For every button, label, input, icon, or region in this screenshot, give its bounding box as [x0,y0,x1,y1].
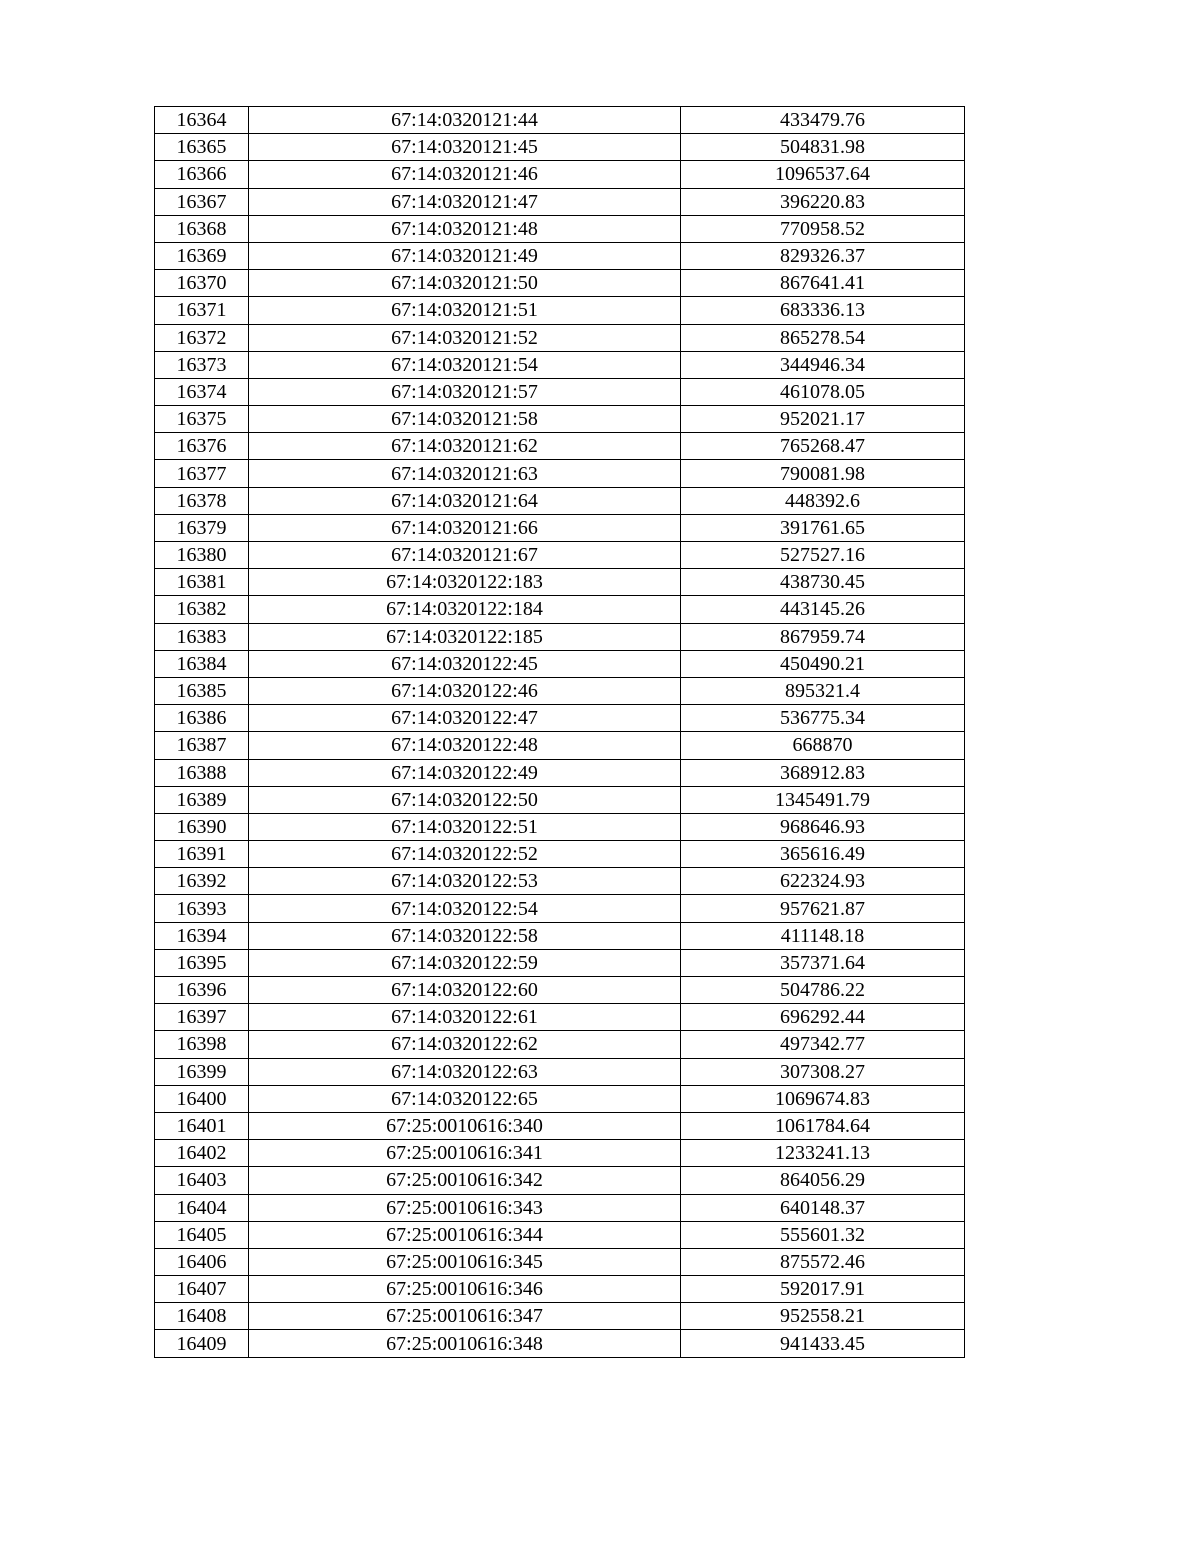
value-cell: 865278.54 [681,324,965,351]
row-number-cell: 16379 [155,514,249,541]
row-number-cell: 16380 [155,542,249,569]
cadastral-number-cell: 67:14:0320121:64 [249,487,681,514]
table-row [155,460,965,487]
cadastral-number-cell: 67:14:0320122:58 [249,922,681,949]
row-number-cell: 16396 [155,977,249,1004]
row-number-cell: 16385 [155,677,249,704]
table-row [155,215,965,242]
value-cell: 1096537.64 [681,161,965,188]
value-cell: 696292.44 [681,1004,965,1031]
value-cell: 968646.93 [681,813,965,840]
row-number-cell: 16388 [155,759,249,786]
value-cell: 864056.29 [681,1167,965,1194]
row-number-cell: 16378 [155,487,249,514]
row-number-cell: 16397 [155,1004,249,1031]
cadastral-number-cell: 67:14:0320122:184 [249,596,681,623]
row-number-cell: 16394 [155,922,249,949]
value-cell: 683336.13 [681,297,965,324]
cadastral-number-cell: 67:14:0320121:45 [249,134,681,161]
value-cell: 497342.77 [681,1031,965,1058]
cadastral-number-cell: 67:14:0320122:185 [249,623,681,650]
value-cell: 357371.64 [681,949,965,976]
cadastral-number-cell: 67:25:0010616:345 [249,1248,681,1275]
cadastral-number-cell: 67:14:0320121:47 [249,188,681,215]
row-number-cell: 16381 [155,569,249,596]
row-number-cell: 16402 [155,1140,249,1167]
cadastral-number-cell: 67:14:0320122:183 [249,569,681,596]
table-row [155,188,965,215]
cadastral-number-cell: 67:14:0320121:50 [249,270,681,297]
value-cell: 450490.21 [681,650,965,677]
cadastral-number-cell: 67:14:0320121:63 [249,460,681,487]
row-number-cell: 16400 [155,1085,249,1112]
cadastral-number-cell: 67:25:0010616:344 [249,1221,681,1248]
cadastral-number-cell: 67:25:0010616:343 [249,1194,681,1221]
table-row [155,841,965,868]
row-number-cell: 16384 [155,650,249,677]
value-cell: 770958.52 [681,215,965,242]
table-row [155,1194,965,1221]
cadastral-number-cell: 67:14:0320122:65 [249,1085,681,1112]
table-row [155,242,965,269]
row-number-cell: 16366 [155,161,249,188]
value-cell: 1233241.13 [681,1140,965,1167]
value-cell: 411148.18 [681,922,965,949]
value-cell: 957621.87 [681,895,965,922]
value-cell: 829326.37 [681,242,965,269]
value-cell: 555601.32 [681,1221,965,1248]
value-cell: 396220.83 [681,188,965,215]
table-row [155,1140,965,1167]
table-row [155,1330,965,1357]
table-row [155,895,965,922]
table-row [155,949,965,976]
value-cell: 504831.98 [681,134,965,161]
row-number-cell: 16395 [155,949,249,976]
value-cell: 952021.17 [681,406,965,433]
table-row [155,406,965,433]
value-cell: 433479.76 [681,107,965,134]
value-cell: 875572.46 [681,1248,965,1275]
value-cell: 365616.49 [681,841,965,868]
cadastral-number-cell: 67:14:0320121:44 [249,107,681,134]
cadastral-number-cell: 67:14:0320121:58 [249,406,681,433]
cadastral-number-cell: 67:25:0010616:340 [249,1112,681,1139]
row-number-cell: 16406 [155,1248,249,1275]
row-number-cell: 16371 [155,297,249,324]
cadastral-number-cell: 67:14:0320121:49 [249,242,681,269]
value-cell: 438730.45 [681,569,965,596]
table-row [155,1248,965,1275]
row-number-cell: 16409 [155,1330,249,1357]
value-cell: 622324.93 [681,868,965,895]
row-number-cell: 16365 [155,134,249,161]
value-cell: 895321.4 [681,677,965,704]
cadastral-number-cell: 67:14:0320122:48 [249,732,681,759]
row-number-cell: 16398 [155,1031,249,1058]
table-row [155,297,965,324]
value-cell: 640148.37 [681,1194,965,1221]
cadastral-number-cell: 67:14:0320121:46 [249,161,681,188]
value-cell: 1069674.83 [681,1085,965,1112]
value-cell: 790081.98 [681,460,965,487]
table-row [155,1112,965,1139]
cadastral-number-cell: 67:14:0320121:52 [249,324,681,351]
cadastral-number-cell: 67:14:0320122:45 [249,650,681,677]
table-row [155,868,965,895]
value-cell: 1061784.64 [681,1112,965,1139]
cadastral-number-cell: 67:25:0010616:346 [249,1276,681,1303]
cadastral-number-cell: 67:14:0320122:61 [249,1004,681,1031]
cadastral-number-cell: 67:25:0010616:342 [249,1167,681,1194]
cadastral-number-cell: 67:14:0320122:50 [249,786,681,813]
table-row [155,650,965,677]
table-row [155,596,965,623]
cadastral-number-cell: 67:25:0010616:341 [249,1140,681,1167]
cadastral-number-cell: 67:14:0320122:59 [249,949,681,976]
row-number-cell: 16369 [155,242,249,269]
row-number-cell: 16389 [155,786,249,813]
value-cell: 461078.05 [681,378,965,405]
value-cell: 391761.65 [681,514,965,541]
cadastral-number-cell: 67:14:0320121:54 [249,351,681,378]
table-row [155,1167,965,1194]
table-row [155,677,965,704]
cadastral-number-cell: 67:14:0320122:46 [249,677,681,704]
cadastral-number-cell: 67:14:0320122:53 [249,868,681,895]
cadastral-number-cell: 67:14:0320121:57 [249,378,681,405]
row-number-cell: 16407 [155,1276,249,1303]
row-number-cell: 16368 [155,215,249,242]
value-cell: 765268.47 [681,433,965,460]
cadastral-number-cell: 67:14:0320122:49 [249,759,681,786]
table-row [155,1085,965,1112]
row-number-cell: 16401 [155,1112,249,1139]
table-row [155,542,965,569]
table-row [155,134,965,161]
table-row [155,732,965,759]
cadastral-number-cell: 67:14:0320122:47 [249,705,681,732]
table-row [155,705,965,732]
table-row [155,514,965,541]
value-cell: 668870 [681,732,965,759]
cadastral-number-cell: 67:14:0320121:48 [249,215,681,242]
value-cell: 443145.26 [681,596,965,623]
row-number-cell: 16376 [155,433,249,460]
table-row [155,786,965,813]
table-row [155,1303,965,1330]
cadastral-number-cell: 67:25:0010616:347 [249,1303,681,1330]
table-row [155,569,965,596]
cadastral-number-cell: 67:14:0320122:63 [249,1058,681,1085]
value-cell: 344946.34 [681,351,965,378]
table-row [155,378,965,405]
value-cell: 307308.27 [681,1058,965,1085]
table-row [155,107,965,134]
row-number-cell: 16390 [155,813,249,840]
value-cell: 592017.91 [681,1276,965,1303]
row-number-cell: 16364 [155,107,249,134]
table-row [155,487,965,514]
cadastral-number-cell: 67:14:0320122:51 [249,813,681,840]
value-cell: 1345491.79 [681,786,965,813]
value-cell: 368912.83 [681,759,965,786]
row-number-cell: 16392 [155,868,249,895]
table-row [155,1058,965,1085]
cadastral-number-cell: 67:14:0320121:66 [249,514,681,541]
row-number-cell: 16387 [155,732,249,759]
value-cell: 536775.34 [681,705,965,732]
cadastral-number-cell: 67:14:0320121:51 [249,297,681,324]
table-row [155,1276,965,1303]
row-number-cell: 16393 [155,895,249,922]
table-row [155,433,965,460]
table-row [155,324,965,351]
table-row [155,1221,965,1248]
cadastral-number-cell: 67:14:0320122:60 [249,977,681,1004]
table-row [155,351,965,378]
cadastral-number-cell: 67:14:0320121:67 [249,542,681,569]
row-number-cell: 16367 [155,188,249,215]
row-number-cell: 16403 [155,1167,249,1194]
cadastral-number-cell: 67:14:0320122:54 [249,895,681,922]
value-cell: 867959.74 [681,623,965,650]
row-number-cell: 16372 [155,324,249,351]
row-number-cell: 16374 [155,378,249,405]
value-cell: 941433.45 [681,1330,965,1357]
table-row [155,759,965,786]
row-number-cell: 16377 [155,460,249,487]
table-row [155,1031,965,1058]
value-cell: 504786.22 [681,977,965,1004]
table-row [155,623,965,650]
table-row [155,161,965,188]
value-cell: 448392.6 [681,487,965,514]
table-row [155,813,965,840]
row-number-cell: 16383 [155,623,249,650]
row-number-cell: 16386 [155,705,249,732]
row-number-cell: 16399 [155,1058,249,1085]
cadastral-number-cell: 67:14:0320122:62 [249,1031,681,1058]
table-row [155,270,965,297]
cadastral-number-cell: 67:14:0320121:62 [249,433,681,460]
row-number-cell: 16404 [155,1194,249,1221]
value-cell: 952558.21 [681,1303,965,1330]
value-cell: 527527.16 [681,542,965,569]
row-number-cell: 16382 [155,596,249,623]
row-number-cell: 16408 [155,1303,249,1330]
row-number-cell: 16391 [155,841,249,868]
row-number-cell: 16373 [155,351,249,378]
table-row [155,922,965,949]
cadastral-number-cell: 67:25:0010616:348 [249,1330,681,1357]
value-cell: 867641.41 [681,270,965,297]
table-row [155,977,965,1004]
table-row [155,1004,965,1031]
table-body [155,107,965,1358]
row-number-cell: 16405 [155,1221,249,1248]
row-number-cell: 16375 [155,406,249,433]
data-table [154,106,965,1358]
cadastral-number-cell: 67:14:0320122:52 [249,841,681,868]
row-number-cell: 16370 [155,270,249,297]
